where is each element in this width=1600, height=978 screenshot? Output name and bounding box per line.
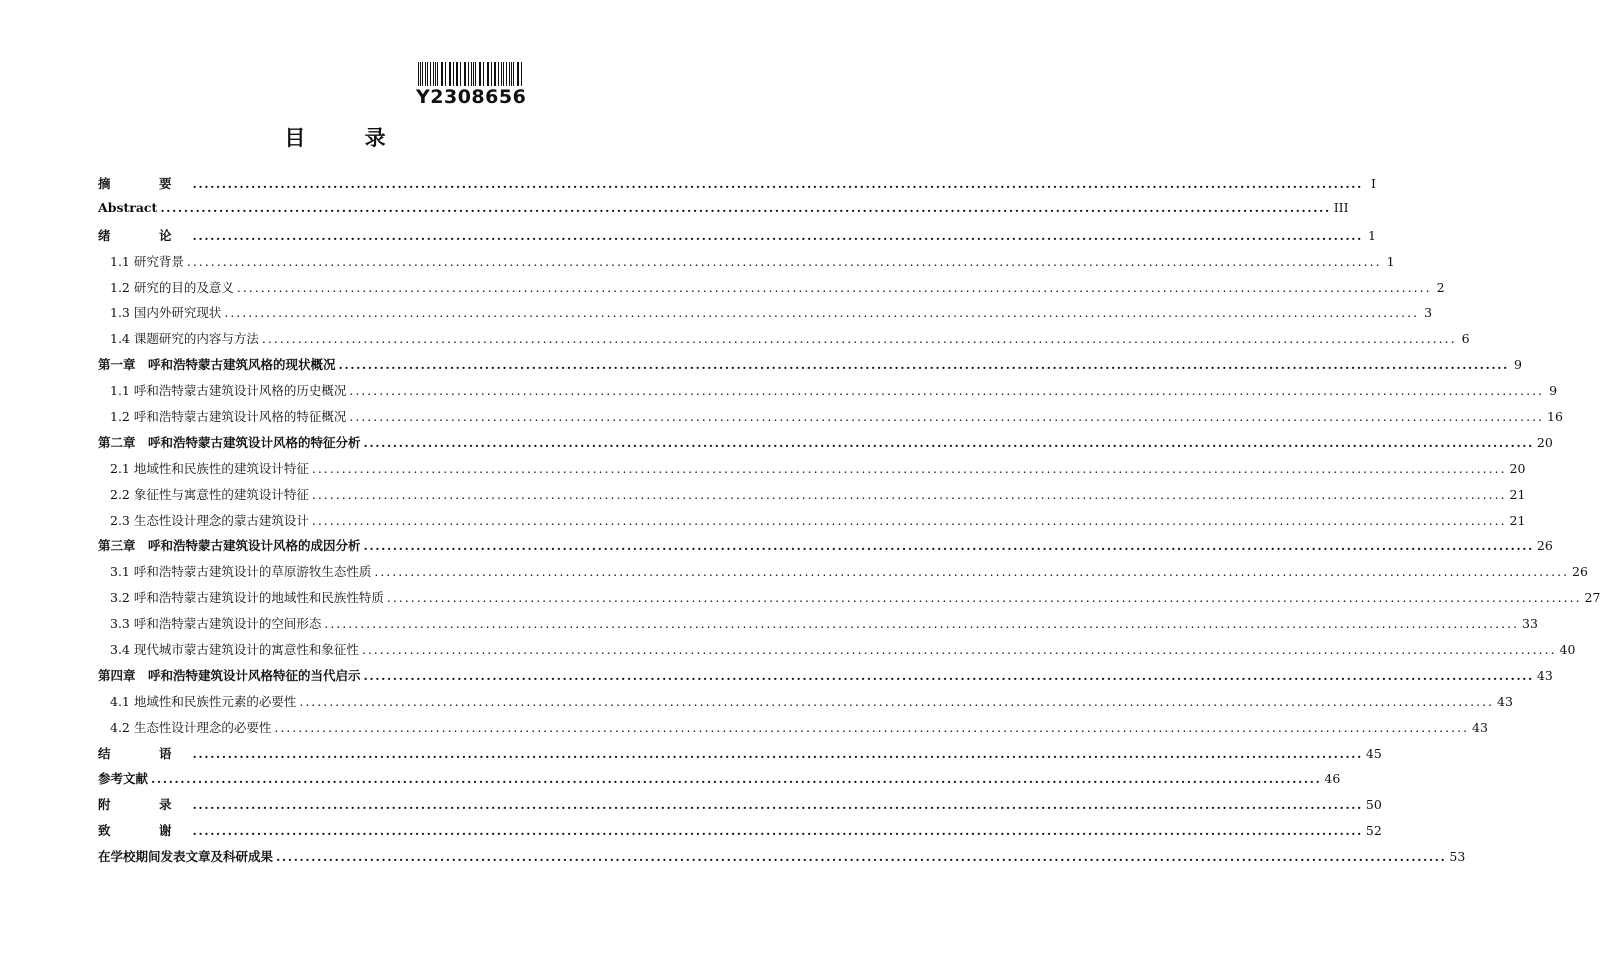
toc-entry-page-number: 45	[1365, 745, 1382, 761]
toc-entry-label: 摘 要	[98, 176, 190, 191]
toc-entry-page-number: 21	[1509, 486, 1526, 502]
toc-entry[interactable]	[98, 795, 1382, 821]
document-id: Y2308656	[416, 86, 527, 108]
toc-entry[interactable]	[98, 640, 1576, 666]
toc-entry[interactable]	[98, 718, 1488, 744]
toc-entry[interactable]	[98, 562, 1588, 588]
toc-entry[interactable]	[98, 485, 1526, 511]
toc-entry[interactable]	[98, 459, 1526, 485]
toc-entry[interactable]	[98, 226, 1376, 252]
dot-leader: ........................................................................................................................................................................................................	[311, 512, 1507, 528]
table-of-contents	[98, 174, 1600, 873]
barcode-bar	[495, 62, 496, 86]
toc-entry-label: 第三章 呼和浩特蒙古建筑设计风格的成因分析	[98, 538, 361, 554]
toc-entry-label: 1.3 国内外研究现状	[110, 305, 222, 321]
toc-entry-page-number: 1	[1386, 253, 1395, 269]
barcode-bar	[425, 62, 426, 86]
toc-entry-page-number: 20	[1509, 460, 1526, 476]
dot-leader: ........................................................................................................................................................................................................	[338, 357, 1509, 373]
dot-leader: ........................................................................................................................................................................................................	[236, 279, 1432, 295]
dot-leader: ........................................................................................................................................................................................................	[192, 176, 1363, 191]
toc-entry[interactable]	[98, 614, 1538, 640]
barcode-bar	[503, 62, 504, 86]
toc-entry-page-number: I	[1370, 176, 1376, 191]
toc-entry-label: 1.2 研究的目的及意义	[110, 279, 234, 295]
dot-leader: ........................................................................................................................................................................................................	[192, 823, 1363, 839]
toc-entry-label: 3.3 呼和浩特蒙古建筑设计的空间形态	[110, 616, 322, 632]
toc-entry[interactable]	[98, 821, 1382, 847]
toc-entry-page-number: 9	[1513, 357, 1522, 373]
toc-entry[interactable]	[98, 329, 1470, 355]
barcode-bar	[442, 62, 443, 86]
dot-leader: ........................................................................................................................................................................................................	[386, 590, 1582, 606]
toc-entry-label: 绪 论	[98, 227, 190, 243]
toc-entry-page-number: 27	[1584, 590, 1600, 606]
dot-leader: ........................................................................................................................................................................................................	[349, 383, 1545, 399]
toc-entry-page-number: 26	[1536, 538, 1553, 554]
toc-entry[interactable]	[98, 433, 1553, 459]
toc-entry-label: 2.3 生态性设计理念的蒙古建筑设计	[110, 512, 309, 528]
barcode-bar	[450, 62, 451, 86]
toc-entry[interactable]	[98, 355, 1522, 381]
toc-entry-label: 1.1 呼和浩特蒙古建筑设计风格的历史概况	[110, 383, 347, 399]
toc-entry-page-number: 9	[1549, 383, 1558, 399]
barcode-bar	[475, 62, 476, 86]
dot-leader: ........................................................................................................................................................................................................	[363, 538, 1534, 554]
toc-entry[interactable]	[98, 769, 1341, 795]
toc-entry-label: 4.2 生态性设计理念的必要性	[110, 719, 272, 735]
toc-entry-label: 第一章 呼和浩特蒙古建筑风格的现状概况	[98, 357, 336, 373]
dot-leader: ........................................................................................................................................................................................................	[374, 564, 1570, 580]
dot-leader: ........................................................................................................................................................................................................	[186, 253, 1382, 269]
barcode-bar	[437, 62, 438, 86]
toc-entry-label: 4.1 地域性和民族性元素的必要性	[110, 693, 297, 709]
dot-leader: ........................................................................................................................................................................................................	[151, 771, 1322, 787]
toc-entry[interactable]	[98, 278, 1445, 304]
barcode-bar	[509, 62, 510, 86]
barcode-bar	[430, 62, 431, 86]
toc-entry[interactable]	[98, 744, 1382, 770]
dot-leader: ........................................................................................................................................................................................................	[311, 460, 1507, 476]
toc-entry-label: 在学校期间发表文章及科研成果	[98, 849, 274, 865]
toc-entry-label: 1.4 课题研究的内容与方法	[110, 331, 259, 347]
toc-entry[interactable]	[98, 536, 1553, 562]
toc-entry-page-number: 20	[1536, 434, 1553, 450]
toc-entry-label: 第二章 呼和浩特蒙古建筑设计风格的特征分析	[98, 434, 361, 450]
toc-entry[interactable]	[98, 511, 1526, 537]
toc-entry-page-number: 43	[1497, 693, 1513, 709]
dot-leader: ........................................................................................................................................................................................................	[192, 227, 1363, 243]
toc-entry-page-number: 6	[1461, 331, 1470, 347]
toc-entry-label: 致 谢	[98, 823, 190, 839]
toc-entry-label: Abstract	[98, 199, 158, 215]
toc-entry-page-number: 2	[1436, 279, 1445, 295]
toc-entry-page-number: 50	[1365, 797, 1382, 813]
dot-leader: ........................................................................................................................................................................................................	[274, 719, 1470, 735]
barcode-bar	[488, 62, 489, 86]
barcode-label	[416, 62, 528, 107]
barcode-bar	[480, 62, 481, 86]
toc-entry-page-number: 43	[1536, 667, 1553, 683]
toc-entry[interactable]	[98, 199, 1349, 226]
barcode-bar	[460, 62, 461, 86]
toc-entry-page-number: 43	[1472, 719, 1488, 735]
dot-leader: ........................................................................................................................................................................................................	[361, 642, 1557, 658]
barcode-bar	[517, 62, 518, 86]
toc-entry-label: 结 语	[98, 745, 190, 761]
dot-leader: ........................................................................................................................................................................................................	[363, 667, 1534, 683]
dot-leader: ........................................................................................................................................................................................................	[224, 305, 1420, 321]
dot-leader: ........................................................................................................................................................................................................	[276, 849, 1447, 865]
toc-entry[interactable]	[98, 692, 1513, 718]
toc-entry-page-number: 1	[1367, 227, 1376, 243]
toc-entry-page-number: 33	[1522, 616, 1538, 632]
dot-leader: ........................................................................................................................................................................................................	[363, 434, 1534, 450]
dot-leader: ........................................................................................................................................................................................................	[324, 616, 1520, 632]
toc-entry[interactable]	[98, 407, 1563, 433]
toc-entry-label: 3.4 现代城市蒙古建筑设计的寓意性和象征性	[110, 642, 359, 658]
dot-leader: ........................................................................................................................................................................................................	[311, 486, 1507, 502]
toc-entry-page-number: 26	[1572, 564, 1588, 580]
toc-entry-page-number: 21	[1509, 512, 1526, 528]
toc-entry[interactable]	[98, 174, 1376, 200]
barcode-bar	[418, 62, 419, 86]
barcode-bar	[457, 62, 458, 86]
barcode-bar	[468, 62, 469, 86]
toc-entry-label: 1.2 呼和浩特蒙古建筑设计风格的特征概况	[110, 409, 347, 425]
toc-entry-page-number: 40	[1559, 642, 1576, 658]
toc-entry-page-number: 3	[1424, 305, 1433, 321]
toc-entry-label: 3.1 呼和浩特蒙古建筑设计的草原游牧生态性质	[110, 564, 372, 580]
toc-entry-page-number: 16	[1547, 409, 1563, 425]
dot-leader: ........................................................................................................................................................................................................	[160, 199, 1331, 215]
toc-entry-label: 1.1 研究背景	[110, 253, 184, 269]
dot-leader: ........................................................................................................................................................................................................	[299, 693, 1495, 709]
toc-entry-page-number: 53	[1449, 849, 1466, 865]
dot-leader: ........................................................................................................................................................................................................	[261, 331, 1457, 347]
page-title: 目 录	[284, 125, 412, 150]
toc-entry-label: 参考文献	[98, 771, 149, 787]
toc-entry-label: 3.2 呼和浩特蒙古建筑设计的地域性和民族性特质	[110, 590, 384, 606]
toc-entry[interactable]	[98, 847, 1466, 873]
toc-entry-label: 2.1 地域性和民族性的建筑设计特征	[110, 460, 309, 476]
toc-entry[interactable]	[98, 303, 1433, 329]
toc-entry-page-number: 52	[1365, 823, 1382, 839]
barcode-graphic	[418, 62, 524, 86]
toc-entry-page-number: III	[1333, 199, 1349, 215]
dot-leader: ........................................................................................................................................................................................................	[192, 797, 1363, 813]
toc-entry-label: 第四章 呼和浩特建筑设计风格特征的当代启示	[98, 667, 361, 683]
dot-leader: ........................................................................................................................................................................................................	[192, 745, 1363, 761]
toc-entry[interactable]	[98, 666, 1553, 692]
dot-leader: ........................................................................................................................................................................................................	[349, 409, 1545, 425]
toc-entry-label: 2.2 象征性与寓意性的建筑设计特征	[110, 486, 309, 502]
toc-entry-label: 附 录	[98, 797, 190, 813]
toc-entry[interactable]	[98, 252, 1395, 278]
toc-entry-page-number: 46	[1324, 771, 1341, 787]
toc-entry[interactable]	[98, 588, 1600, 614]
toc-entry[interactable]	[98, 381, 1558, 407]
